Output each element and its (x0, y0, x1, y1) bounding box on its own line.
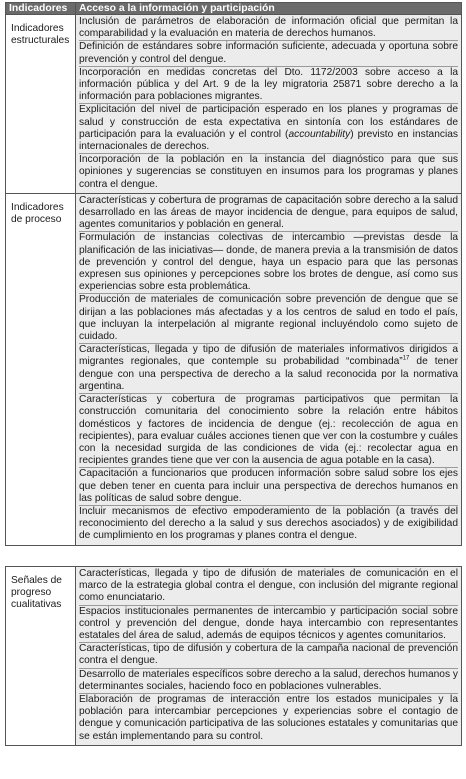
item-text: Explicitación del nivel de participación esperado en los planes y programas de salud y construcción de esta expectativa en sintonía con los estándares de participación para la evaluación y el control ( (79, 104, 458, 140)
item-text: de tener dengue con una perspectiva de derecho a la salud reconocida por la normativa argentina. (79, 356, 458, 392)
header-indicadores: Indicadores (6, 3, 76, 15)
row-label-estructurales: Indicadores estructurales (6, 15, 76, 194)
row-content-proceso (76, 193, 462, 545)
list-item: Desarrollo de materiales específicos sobre derecho a la salud, derechos humanos y determinantes sociales, haciendo foco en poblaciones vulnerables. (79, 669, 458, 694)
list-item: Incluir mecanismos de efectivo empoderamiento de la población (a través del reconocimiento del derecho a la salud y sus derechos asociados) y de exigibilidad de cumplimiento en los programas y planes contra el dengue. (79, 505, 458, 542)
table-header-row (6, 3, 462, 15)
list-item: Inclusión de parámetros de elaboración de información oficial que permitan la comparabilidad y la evaluación en materia de derechos humanos. (79, 16, 458, 41)
list-item: Capacitación a funcionarios que producen información sobre salud sobre los ejes que deben tener en cuenta para incluir una perspectiva de derechos humanos en las políticas de salud sobre dengue. (79, 468, 458, 506)
list-item: Incorporación de la población en la instancia del diagnóstico para que sus opiniones y sugerencias se constituyen en insumos para los programas y planes contra el dengue. (79, 154, 458, 190)
row-proceso (6, 193, 462, 545)
list-item: Definición de estándares sobre información suficiente, adecuada y oportuna sobre prevención y control del dengue. (79, 41, 458, 66)
row-label-cualitativas: Señales de progreso cualitativas (6, 567, 76, 746)
list-item: Producción de materiales de comunicación sobre prevención de dengue que se dirijan a las poblaciones más afectadas y a los centros de salud en todo el país, que incluyan la interpelación al migrante regional incluyéndolo como sujeto de cuidado. (79, 294, 458, 344)
list-item: Características, llegada y tipo de difusión de materiales de comunicación en el marco de la estrategia global contra el dengue, con inclusión del migrante regional como enunciatario. (79, 568, 458, 606)
indicators-table-qualitative (5, 566, 462, 746)
list-item (79, 104, 458, 154)
row-estructurales (6, 15, 462, 194)
item-italic-term: accountability (288, 128, 351, 140)
footnote-ref: 17 (402, 356, 410, 363)
list-item (79, 344, 458, 394)
list-item: Formulación de instancias colectivas de intercambio —previstas desde la planificación de las iniciativas— donde, de manera previa a la transmisión de datos de prevención y control del dengue, haya un espacio para que las personas expresen sus opiniones y percepciones sobre los brotes de dengue, así como sus experiencias sobre esta problemática. (79, 232, 458, 294)
list-item: Elaboración de programas de interacción entre los estados municipales y la población para intercambiar percepciones y experiencias sobre el contagio de dengue y comunicación participativa de las soluciones estatales y comunitarias que se están implementando para su control. (79, 694, 458, 742)
item-text: Características, llegada y tipo de difusión de materiales informativos dirigidos a migrantes regionales, que contemple su probabilidad “combinada” (79, 344, 458, 368)
list-item: Características y cobertura de programas de capacitación sobre derecho a la salud desarrollado en las áreas de mayor incidencia de dengue, para equipos de salud, agentes comunitarios y población en general. (79, 195, 458, 233)
row-content-estructurales (76, 15, 462, 194)
list-item: Características y cobertura de programas participativos que permitan la construcción comunitaria del conocimiento sobre la relación entre hábitos domésticos y factores de incidencia de dengue (ej.: recolección de agua en recipientes), para evaluar cuáles acciones tienen que ver con la costumbre y cuáles con la necesidad surgida de las condiciones de vida (ej.: recolectar agua en recipientes grandes tiene que ver con la ausencia de agua potable en la casa). (79, 394, 458, 468)
row-content-cualitativas (76, 567, 462, 746)
row-cualitativas (6, 567, 462, 746)
indicators-table-main (5, 2, 462, 546)
item-text: ) previsto en instancias internacionales de derechos. (79, 128, 458, 153)
header-acceso-informacion: Acceso a la información y participación (76, 3, 462, 15)
list-item: Espacios institucionales permanentes de intercambio y participación social sobre control y prevención del dengue, donde haya intercambio con representantes estatales del área de salud, además de equipos técnicos y agentes comunitarios. (79, 606, 458, 644)
list-item: Características, tipo de difusión y cobertura de la campaña nacional de prevención contra el dengue. (79, 643, 458, 668)
row-label-proceso: Indicadores de proceso (6, 193, 76, 545)
list-item: Incorporación en medidas concretas del Dto. 1172/2003 sobre acceso a la información pública y del Art. 9 de la ley migratoria 25871 sobre derecho a la información para poblaciones migrantes. (79, 67, 458, 105)
